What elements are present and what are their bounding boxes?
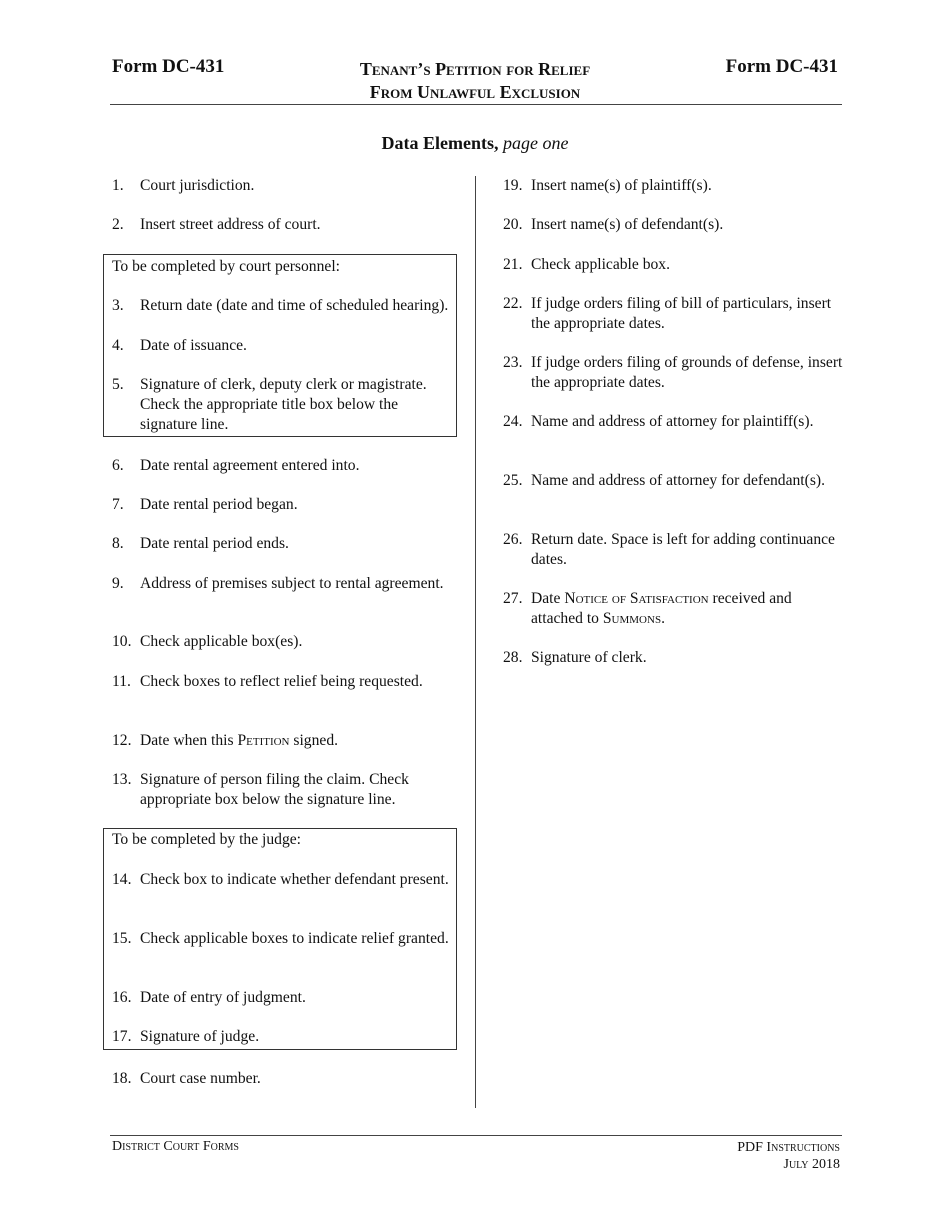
item-number: 13.	[112, 771, 132, 788]
list-item	[503, 471, 843, 491]
list-item	[112, 1069, 452, 1089]
item-number: 28.	[503, 649, 523, 666]
item-text	[140, 731, 452, 751]
petition-term: Petition	[237, 732, 290, 749]
item-text: Court case number.	[140, 1070, 261, 1087]
item-text-part: signed.	[289, 732, 339, 749]
form-number-right: Form DC-431	[725, 56, 838, 77]
item-text: Date rental period began.	[140, 496, 298, 513]
item-text	[531, 589, 843, 629]
section-subtitle: page one	[503, 133, 569, 153]
column-divider	[475, 176, 476, 1108]
list-item	[112, 1027, 452, 1047]
list-item	[112, 672, 452, 692]
item-number: 9.	[112, 575, 124, 592]
court-personnel-box-label: To be completed by court personnel:	[112, 258, 340, 275]
item-number: 16.	[112, 989, 132, 1006]
item-text: Insert name(s) of defendant(s).	[531, 216, 724, 233]
item-text: Date of issuance.	[140, 337, 247, 354]
item-text: Signature of clerk.	[531, 649, 647, 666]
section-title	[0, 133, 950, 154]
item-text: Address of premises subject to rental agreement.	[140, 575, 444, 592]
item-number: 20.	[503, 216, 523, 233]
item-text: Date rental agreement entered into.	[140, 457, 360, 474]
item-number: 10.	[112, 633, 132, 650]
item-text: Return date. Space is left for adding continuance dates.	[531, 531, 835, 568]
item-text: If judge orders filing of grounds of defense, insert the appropriate dates.	[531, 354, 843, 391]
item-number: 24.	[503, 413, 523, 430]
list-item	[503, 530, 843, 570]
list-item	[112, 870, 452, 890]
footer-right-line-1: PDF Instructions	[737, 1140, 840, 1155]
summons-term: Summons	[602, 610, 662, 627]
item-number: 4.	[112, 337, 124, 354]
list-item	[112, 336, 452, 356]
item-number: 6.	[112, 457, 124, 474]
item-number: 5.	[112, 376, 124, 393]
list-item	[503, 412, 843, 432]
item-text: If judge orders filing of bill of particulars, insert the appropriate dates.	[531, 295, 832, 332]
footer-left: District Court Forms	[112, 1139, 239, 1154]
item-text: Name and address of attorney for plaintiff(s).	[531, 413, 814, 430]
item-number: 1.	[112, 177, 124, 194]
item-text: Name and address of attorney for defendant(s).	[531, 472, 825, 489]
list-item	[503, 255, 843, 275]
list-item	[112, 632, 452, 652]
list-item	[503, 215, 843, 235]
list-item	[112, 215, 452, 235]
item-text: Signature of person filing the claim. Check appropriate box below the signature line.	[140, 771, 409, 808]
item-text: Return date (date and time of scheduled hearing).	[140, 297, 449, 314]
footer-right	[737, 1139, 840, 1173]
item-number: 19.	[503, 177, 523, 194]
form-number-left: Form DC-431	[112, 56, 225, 77]
item-number: 3.	[112, 297, 124, 314]
item-number: 22.	[503, 295, 523, 312]
list-item	[112, 929, 452, 949]
list-item	[112, 574, 452, 594]
list-item	[112, 495, 452, 515]
item-number: 17.	[112, 1028, 132, 1045]
item-text-part: received and attached to	[531, 590, 792, 627]
list-item	[503, 589, 843, 629]
item-text: Check applicable box(es).	[140, 633, 303, 650]
item-number: 26.	[503, 531, 523, 548]
list-item	[112, 375, 452, 435]
item-text: Insert street address of court.	[140, 216, 321, 233]
item-number: 8.	[112, 535, 124, 552]
item-number: 21.	[503, 256, 523, 273]
item-number: 27.	[503, 590, 523, 607]
item-number: 15.	[112, 930, 132, 947]
footer-right-line-2: July 2018	[783, 1157, 840, 1172]
item-text: Insert name(s) of plaintiff(s).	[531, 177, 712, 194]
item-text: Check boxes to reflect relief being requested.	[140, 673, 423, 690]
list-item	[112, 534, 452, 554]
footer-divider	[110, 1135, 842, 1136]
item-text: Check box to indicate whether defendant present.	[140, 871, 449, 888]
list-item	[503, 353, 843, 393]
form-title-line-1: Tenant’s Petition for Relief	[359, 59, 591, 79]
list-item	[112, 770, 452, 810]
item-number: 25.	[503, 472, 523, 489]
judge-box-label: To be completed by the judge:	[112, 831, 302, 848]
item-text: Check applicable boxes to indicate relief granted.	[140, 930, 449, 947]
item-text-part: .	[661, 610, 665, 627]
item-text: Signature of clerk, deputy clerk or magistrate. Check the appropriate title box below the signature line.	[140, 376, 427, 433]
item-text: Date rental period ends.	[140, 535, 289, 552]
item-text: Court jurisdiction.	[140, 177, 255, 194]
item-number: 14.	[112, 871, 132, 888]
item-number: 11.	[112, 673, 131, 690]
list-item	[112, 296, 452, 316]
list-item	[503, 294, 843, 334]
item-number: 2.	[112, 216, 124, 233]
form-title	[280, 58, 670, 104]
item-number: 23.	[503, 354, 523, 371]
item-text: Check applicable box.	[531, 256, 670, 273]
list-item	[503, 648, 843, 668]
header-divider	[110, 104, 842, 105]
item-number: 12.	[112, 732, 132, 749]
list-item	[112, 176, 452, 196]
item-text: Date of entry of judgment.	[140, 989, 306, 1006]
list-item	[112, 456, 452, 476]
item-text-part: Date	[531, 590, 565, 607]
item-text: Signature of judge.	[140, 1028, 260, 1045]
list-item	[112, 988, 452, 1008]
notice-of-satisfaction-term: Notice of Satisfaction	[564, 590, 709, 607]
item-text-part: Date when this	[140, 732, 238, 749]
section-title-main: Data Elements,	[381, 133, 499, 153]
item-number: 18.	[112, 1070, 132, 1087]
list-item	[112, 731, 452, 751]
list-item	[503, 176, 843, 196]
form-title-line-2: From Unlawful Exclusion	[369, 82, 581, 102]
item-number: 7.	[112, 496, 124, 513]
